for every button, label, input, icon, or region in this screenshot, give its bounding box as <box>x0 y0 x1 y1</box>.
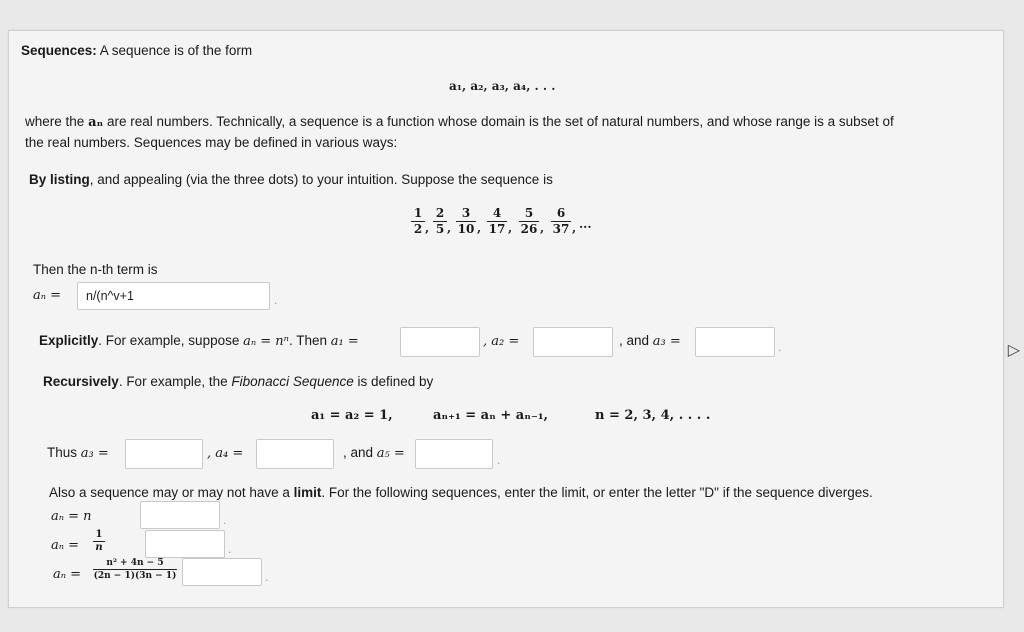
limit3-input[interactable] <box>182 558 262 586</box>
intro-line <box>21 43 252 58</box>
limit-line: Also a sequence may or may not have a limit. For the following sequences, enter the limit, or enter the letter "D" if the sequence diverges. <box>49 485 873 500</box>
thus-label: Thus a₃ = <box>47 445 109 461</box>
nth-term-input[interactable] <box>77 282 270 310</box>
a2-label: , a₂ = <box>483 334 520 349</box>
fib-a4-label: , a₄ = <box>207 446 244 461</box>
fraction: 6 37 <box>552 206 570 236</box>
fib-a5-input[interactable] <box>415 439 493 469</box>
fib-range: n = 2, 3, 4, . . . . <box>595 408 711 423</box>
problem-panel: Sequences: A sequence is of the form a₁, a₂, a₃, a₄, . . . where the aₙ are real numbers. Technically, a sequence is a function whose domain is the set of natural numbers, and whose range is a subset of the real numbers. Sequences may be defined in various ways: By listing, and appealing (via the three dots) to your intuition. Suppose the sequence is 1 2 , 2 5 , 3 10 , 4 17 , 5 26 , 6 37 , ... Then the n-th term is aₙ = n/(n^v+1 . Explicitly. For example, suppose aₙ = nⁿ. Then a₁ = , a₂ = , and a₃ = . Recursively. For example, the Fibonacci Sequence is defined by a₁ = a₂ = 1, aₙ₊₁ = aₙ + aₙ₋₁, n = 2, 3, 4, . . . . Thus a₃ = , a₄ = , and a₅ = . Also a sequence may or may not have a limit. For the following sequences, enter the limit, or enter the letter "D" if the sequence diverges. aₙ = n . aₙ = 1 n . aₙ = n² + 4n − 5 (2n − 1)(3n − 1) . <box>8 30 1004 608</box>
fraction: 4 17 <box>488 206 506 236</box>
intro-heading: Sequences: <box>21 43 97 58</box>
recursive-line: Recursively. For example, the Fibonacci Sequence is defined by <box>43 374 434 389</box>
explicit-line: Explicitly. For example, suppose aₙ = nⁿ. Then a₁ = <box>39 333 359 349</box>
where-line: where the aₙ are real numbers. Technically, a sequence is a function whose domain is the set of natural numbers, and whose range is a subset of <box>25 114 894 130</box>
fib-a3-input[interactable] <box>125 439 203 469</box>
a2-input[interactable] <box>533 327 613 357</box>
fraction: 3 10 <box>457 206 475 236</box>
fib-a5-label: , and a₅ = <box>343 445 405 461</box>
an-label: aₙ = <box>33 288 62 303</box>
listing-label: By listing <box>29 172 90 187</box>
seq2-fraction: 1 n <box>93 530 105 553</box>
recursive-label: Recursively <box>43 374 119 389</box>
explicit-label: Explicitly <box>39 333 99 348</box>
fib-initial: a₁ = a₂ = 1, <box>311 408 393 423</box>
a3-label: , and a₃ = <box>619 333 681 349</box>
cursor-icon: ▷ <box>1007 342 1020 359</box>
fraction: 5 26 <box>520 206 538 236</box>
limit2-input[interactable] <box>145 530 225 558</box>
fraction: 2 5 <box>433 207 447 236</box>
sequence-form: a₁, a₂, a₃, a₄, . . . <box>449 79 556 93</box>
where-line-2: the real numbers. Sequences may be defined in various ways: <box>25 135 398 150</box>
limit1-input[interactable] <box>140 501 220 529</box>
a3-explicit-input[interactable] <box>695 327 775 357</box>
intro-text: A sequence is of the form <box>96 43 253 58</box>
fraction: 1 2 <box>411 207 425 236</box>
seq3-fraction: n² + 4n − 5 (2n − 1)(3n − 1) <box>93 558 177 581</box>
listing-line: By listing, and appealing (via the three dots) to your intuition. Suppose the sequence is <box>29 172 553 187</box>
fib-a4-input[interactable] <box>256 439 334 469</box>
a1-input[interactable] <box>400 327 480 357</box>
seq1-label: aₙ = n <box>51 509 92 524</box>
seq2-label: aₙ = <box>51 538 80 553</box>
seq3-label: aₙ = <box>53 567 82 582</box>
nth-term-text: Then the n-th term is <box>33 262 158 277</box>
fib-recurrence: aₙ₊₁ = aₙ + aₙ₋₁, <box>433 408 549 423</box>
